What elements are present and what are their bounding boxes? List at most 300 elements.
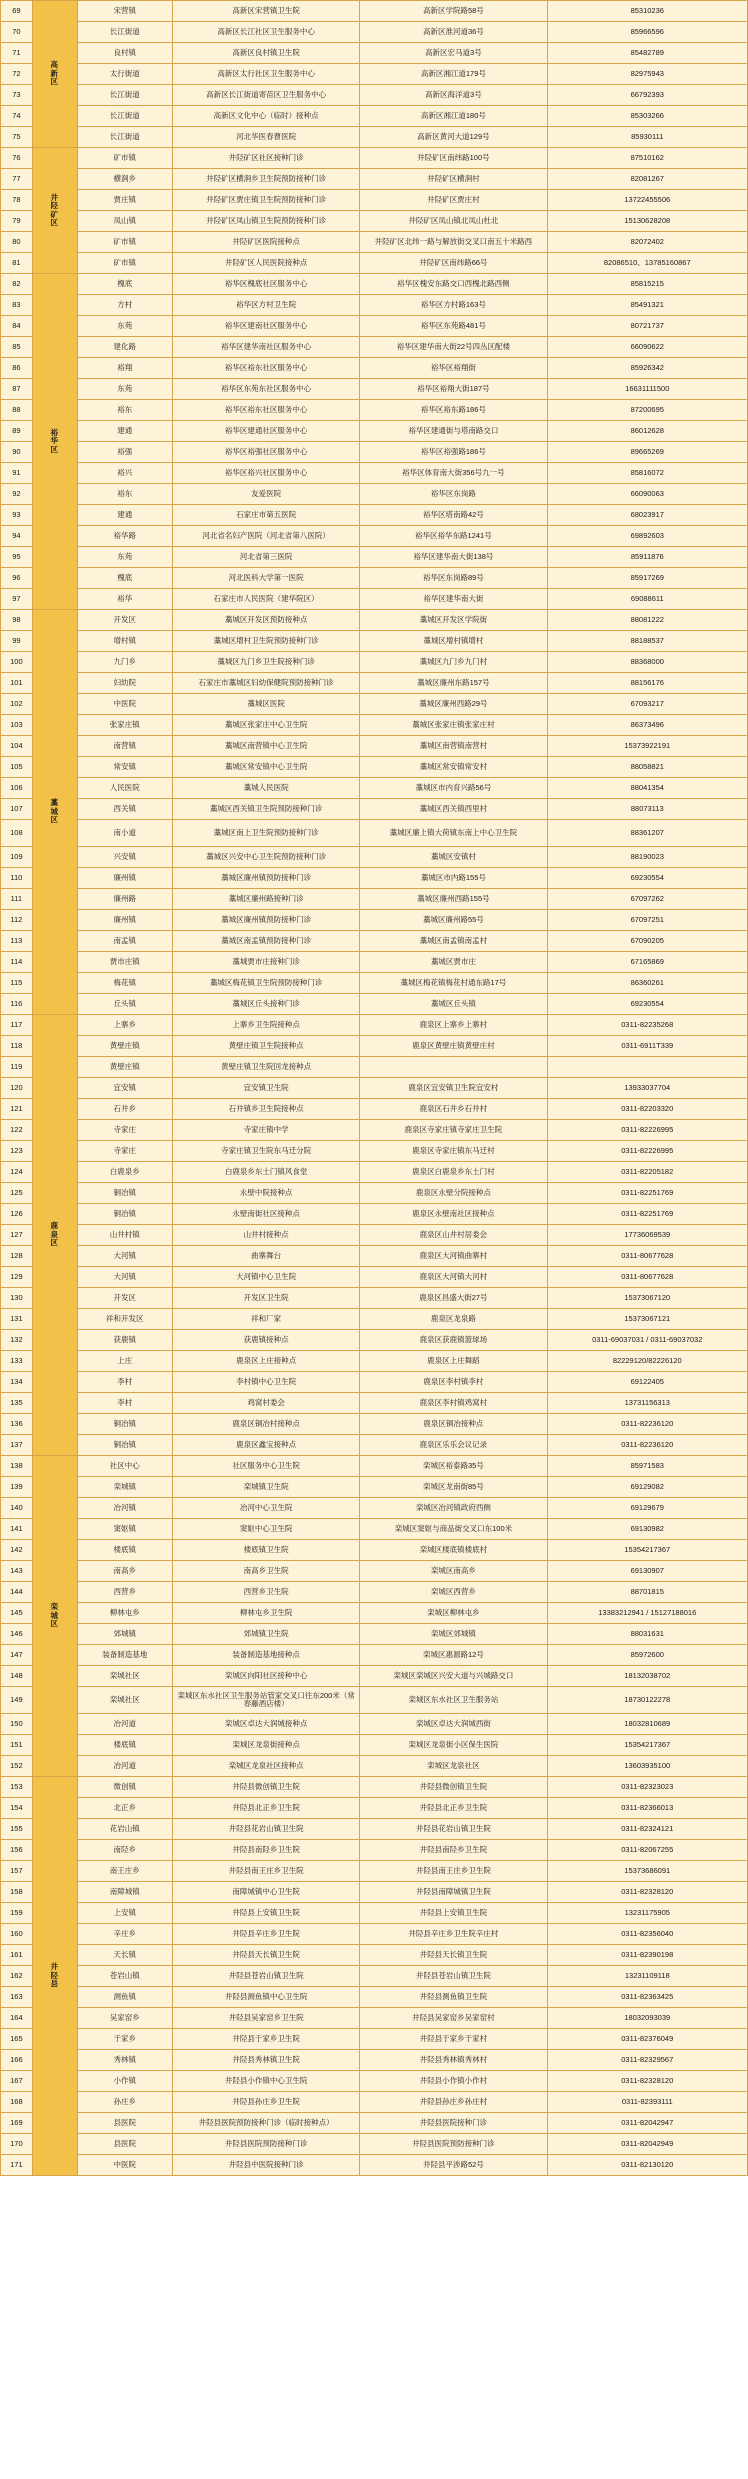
- row-index: 79: [1, 211, 33, 232]
- cell-phone: 0311-82226995: [547, 1141, 747, 1162]
- cell-phone: 0311-82363425: [547, 1987, 747, 2008]
- table-row: [1, 952, 748, 973]
- row-index: 165: [1, 2029, 33, 2050]
- row-index: 78: [1, 190, 33, 211]
- cell-town: 矿市镇: [77, 253, 172, 274]
- row-index: 138: [1, 1456, 33, 1477]
- table-row: [1, 2155, 748, 2176]
- cell-town: 南孟镇: [77, 931, 172, 952]
- row-index: 80: [1, 232, 33, 253]
- row-index: 156: [1, 1840, 33, 1861]
- cell-addr: 鹿泉区白鹿泉乡东土门村: [360, 1162, 547, 1183]
- cell-site: 上寨乡卫生院接种点: [172, 1015, 359, 1036]
- cell-addr: 井陉县医院接种门诊: [360, 2113, 547, 2134]
- cell-town: 宜安镇: [77, 1078, 172, 1099]
- cell-addr: 鹿泉区石井乡石井村: [360, 1099, 547, 1120]
- row-index: 162: [1, 1966, 33, 1987]
- cell-phone: 15354217367: [547, 1735, 747, 1756]
- row-index: 76: [1, 148, 33, 169]
- cell-phone: 18032810689: [547, 1714, 747, 1735]
- cell-site: 裕华区东苑东社区服务中心: [172, 379, 359, 400]
- cell-addr: 栾城区龙泉街小区保生医院: [360, 1735, 547, 1756]
- cell-site: 裕华区建华南社区服务中心: [172, 337, 359, 358]
- cell-site: 南高乡卫生院: [172, 1561, 359, 1582]
- cell-town: 获鹿镇: [77, 1330, 172, 1351]
- cell-site: 井陉县于家乡卫生院: [172, 2029, 359, 2050]
- cell-site: 鸡窝村委会: [172, 1393, 359, 1414]
- cell-site: 高新区宋营镇卫生院: [172, 1, 359, 22]
- cell-addr: 裕华区塔南路42号: [360, 505, 547, 526]
- cell-site: 井陉县吴家窑乡卫生院: [172, 2008, 359, 2029]
- row-index: 140: [1, 1498, 33, 1519]
- row-index: 146: [1, 1624, 33, 1645]
- cell-site: 高新区长江社区卫生服务中心: [172, 22, 359, 43]
- table-row: [1, 1561, 748, 1582]
- cell-phone: 0311-82390198: [547, 1945, 747, 1966]
- cell-town: 上安镇: [77, 1903, 172, 1924]
- cell-site: 藁城区九门乡卫生院接种门诊: [172, 652, 359, 673]
- cell-town: 上寨乡: [77, 1015, 172, 1036]
- row-index: 170: [1, 2134, 33, 2155]
- cell-town: 郊城镇: [77, 1624, 172, 1645]
- cell-addr: 栾城区柳林屯乡: [360, 1603, 547, 1624]
- cell-phone: 0311-82328120: [547, 2071, 747, 2092]
- cell-phone: 86360261: [547, 973, 747, 994]
- cell-addr: 井陉县苍岩山镇卫生院: [360, 1966, 547, 1987]
- cell-addr: 鹿泉区铜冶接种点: [360, 1414, 547, 1435]
- cell-town: 开发区: [77, 1288, 172, 1309]
- table-row: [1, 1057, 748, 1078]
- cell-addr: 鹿泉区寺家庄镇寺家庄卫生院: [360, 1120, 547, 1141]
- cell-phone: 0311-82376049: [547, 2029, 747, 2050]
- cell-addr: 井陉县小作镇小作村: [360, 2071, 547, 2092]
- cell-town: 廉州镇: [77, 910, 172, 931]
- cell-town: 贾庄镇: [77, 190, 172, 211]
- row-index: 171: [1, 2155, 33, 2176]
- cell-town: 微创镇: [77, 1777, 172, 1798]
- cell-town: 开发区: [77, 610, 172, 631]
- cell-town: 北正乡: [77, 1798, 172, 1819]
- cell-town: 冶河镇: [77, 1498, 172, 1519]
- cell-addr: 藁城区廉州东路157号: [360, 673, 547, 694]
- cell-site: 栾城区龙泉街接种点: [172, 1735, 359, 1756]
- cell-addr: 栾城区龙南街85号: [360, 1477, 547, 1498]
- table-row: [1, 2134, 748, 2155]
- cell-phone: 15373067121: [547, 1309, 747, 1330]
- cell-town: 裕华路: [77, 526, 172, 547]
- cell-addr: 高新区学院路58号: [360, 1, 547, 22]
- row-index: 97: [1, 589, 33, 610]
- cell-site: 石家庄市第五医院: [172, 505, 359, 526]
- row-index: 96: [1, 568, 33, 589]
- cell-phone: 13231175905: [547, 1903, 747, 1924]
- cell-addr: 栾城区西营乡: [360, 1582, 547, 1603]
- table-row: [1, 379, 748, 400]
- cell-addr: 井陉县吴家窑乡吴家窑村: [360, 2008, 547, 2029]
- cell-site: 藁城区医院: [172, 694, 359, 715]
- cell-addr: 藁城区安镇村: [360, 847, 547, 868]
- row-index: 124: [1, 1162, 33, 1183]
- row-index: 129: [1, 1267, 33, 1288]
- cell-phone: 69122405: [547, 1372, 747, 1393]
- cell-site: 山井村接种点: [172, 1225, 359, 1246]
- cell-addr: 藁城区市内路155号: [360, 868, 547, 889]
- cell-phone: 88031631: [547, 1624, 747, 1645]
- cell-addr: 裕华区裕强路186号: [360, 442, 547, 463]
- cell-addr: 栾城区窦妪与商品街交叉口东100米: [360, 1519, 547, 1540]
- cell-town: 南陉乡: [77, 1840, 172, 1861]
- region-label: 鹿 泉 区: [32, 1015, 77, 1456]
- table-row: [1, 1414, 748, 1435]
- row-index: 72: [1, 64, 33, 85]
- table-row: [1, 2029, 748, 2050]
- table-row: [1, 1141, 748, 1162]
- cell-phone: 67097251: [547, 910, 747, 931]
- cell-addr: 井陉县南陉乡卫生院: [360, 1840, 547, 1861]
- table-row: [1, 274, 748, 295]
- row-index: 69: [1, 1, 33, 22]
- cell-addr: 鹿泉区李村镇李村: [360, 1372, 547, 1393]
- cell-town: 妇幼院: [77, 673, 172, 694]
- cell-town: 装备制造基地: [77, 1645, 172, 1666]
- row-index: 98: [1, 610, 33, 631]
- cell-phone: 15373067120: [547, 1288, 747, 1309]
- cell-site: 河北华医春曹医院: [172, 127, 359, 148]
- cell-town: 小作镇: [77, 2071, 172, 2092]
- cell-town: 槐底: [77, 274, 172, 295]
- cell-phone: 18132038702: [547, 1666, 747, 1687]
- cell-site: 河北医科大学第一医院: [172, 568, 359, 589]
- cell-town: 中医院: [77, 694, 172, 715]
- table-row: [1, 868, 748, 889]
- row-index: 169: [1, 2113, 33, 2134]
- cell-addr: 鹿泉区李村镇鸡窝村: [360, 1393, 547, 1414]
- cell-phone: 88058821: [547, 757, 747, 778]
- cell-phone: 0311-82356040: [547, 1924, 747, 1945]
- cell-site: 藁城区南上卫生院预防接种门诊: [172, 820, 359, 847]
- table-row: [1, 2113, 748, 2134]
- cell-town: 于家乡: [77, 2029, 172, 2050]
- cell-site: 藁城人民医院: [172, 778, 359, 799]
- cell-addr: 栾城区郊城镇: [360, 1624, 547, 1645]
- row-index: 71: [1, 43, 33, 64]
- cell-site: 曲寨舞台: [172, 1246, 359, 1267]
- cell-addr: 栾城区南高乡: [360, 1561, 547, 1582]
- cell-addr: 井陉县孙庄乡孙庄村: [360, 2092, 547, 2113]
- cell-phone: 89665269: [547, 442, 747, 463]
- cell-phone: 88190023: [547, 847, 747, 868]
- cell-addr: 井陉矿区北纬一路与解放街交叉口南五十米路西: [360, 232, 547, 253]
- row-index: 85: [1, 337, 33, 358]
- cell-addr: 井陉矿区南纬路100号: [360, 148, 547, 169]
- cell-phone: 88701815: [547, 1582, 747, 1603]
- cell-addr: 井陉县上安镇卫生院: [360, 1903, 547, 1924]
- cell-town: 铜冶镇: [77, 1204, 172, 1225]
- cell-site: 南障城镇中心卫生院: [172, 1882, 359, 1903]
- row-index: 160: [1, 1924, 33, 1945]
- cell-addr: 井陉县南王庄乡卫生院: [360, 1861, 547, 1882]
- cell-town: 祥和开发区: [77, 1309, 172, 1330]
- cell-addr: [360, 1057, 547, 1078]
- table-row: [1, 994, 748, 1015]
- row-index: 161: [1, 1945, 33, 1966]
- cell-addr: 井陉县花岩山镇卫生院: [360, 1819, 547, 1840]
- cell-phone: 88081222: [547, 610, 747, 631]
- cell-site: 裕华区裕东社区服务中心: [172, 400, 359, 421]
- cell-phone: 69088611: [547, 589, 747, 610]
- row-index: 153: [1, 1777, 33, 1798]
- cell-addr: 裕华区槐安东路交口西槐北路西侧: [360, 274, 547, 295]
- cell-addr: 藁城区南营镇南营村: [360, 736, 547, 757]
- cell-town: 东苑: [77, 379, 172, 400]
- cell-site: 获鹿镇接种点: [172, 1330, 359, 1351]
- table-row: [1, 442, 748, 463]
- cell-phone: 15373922191: [547, 736, 747, 757]
- cell-site: 栾城镇卫生院: [172, 1477, 359, 1498]
- cell-town: 人民医院: [77, 778, 172, 799]
- cell-phone: 88041354: [547, 778, 747, 799]
- table-row: [1, 127, 748, 148]
- cell-town: 建化路: [77, 337, 172, 358]
- cell-site: 宜安镇卫生院: [172, 1078, 359, 1099]
- table-row: [1, 736, 748, 757]
- cell-phone: 18730122278: [547, 1687, 747, 1714]
- table-row: [1, 778, 748, 799]
- cell-site: 藁城区廉州镇预防接种门诊: [172, 868, 359, 889]
- cell-town: 李村: [77, 1372, 172, 1393]
- cell-phone: 85815215: [547, 274, 747, 295]
- row-index: 125: [1, 1183, 33, 1204]
- cell-site: 井陉县南陉乡卫生院: [172, 1840, 359, 1861]
- row-index: 95: [1, 547, 33, 568]
- region-label: 栾 城 区: [32, 1456, 77, 1777]
- cell-addr: 藁城区西关镇西里村: [360, 799, 547, 820]
- cell-phone: 85966596: [547, 22, 747, 43]
- cell-site: 社区服务中心卫生院: [172, 1456, 359, 1477]
- cell-town: 栾城社区: [77, 1687, 172, 1714]
- cell-site: 鹿泉区鑫宝接种点: [172, 1435, 359, 1456]
- table-row: [1, 316, 748, 337]
- table-row: [1, 169, 748, 190]
- cell-phone: 0311-82251769: [547, 1204, 747, 1225]
- cell-town: 苍岩山镇: [77, 1966, 172, 1987]
- cell-town: 南王庄乡: [77, 1861, 172, 1882]
- cell-addr: 井陉县秀林镇秀林村: [360, 2050, 547, 2071]
- cell-town: 黄壁庄镇: [77, 1057, 172, 1078]
- cell-addr: 裕华区东岗路89号: [360, 568, 547, 589]
- cell-phone: 82072402: [547, 232, 747, 253]
- cell-town: 铜冶镇: [77, 1435, 172, 1456]
- cell-phone: 88073113: [547, 799, 747, 820]
- cell-phone: 87200695: [547, 400, 747, 421]
- row-index: 121: [1, 1099, 33, 1120]
- row-index: 130: [1, 1288, 33, 1309]
- cell-phone: 0311-69037031 / 0311-69037032: [547, 1330, 747, 1351]
- cell-town: 白鹿泉乡: [77, 1162, 172, 1183]
- cell-site: 裕华区建南社区服务中心: [172, 316, 359, 337]
- cell-addr: 高新区海洋道3号: [360, 85, 547, 106]
- table-row: [1, 463, 748, 484]
- cell-site: 窦妪中心卫生院: [172, 1519, 359, 1540]
- cell-town: 槐底: [77, 568, 172, 589]
- cell-phone: 88368000: [547, 652, 747, 673]
- row-index: 166: [1, 2050, 33, 2071]
- cell-town: 裕东: [77, 484, 172, 505]
- cell-town: 楼底镇: [77, 1735, 172, 1756]
- cell-phone: 82975943: [547, 64, 747, 85]
- cell-addr: 高新区湘江道179号: [360, 64, 547, 85]
- cell-phone: 69129082: [547, 1477, 747, 1498]
- cell-addr: 裕华区方村路163号: [360, 295, 547, 316]
- cell-addr: 裕华区裕翔街: [360, 358, 547, 379]
- cell-phone: 0311-82393111: [547, 2092, 747, 2113]
- cell-phone: 66090622: [547, 337, 747, 358]
- cell-phone: 0311-82329567: [547, 2050, 747, 2071]
- row-index: 148: [1, 1666, 33, 1687]
- row-index: 159: [1, 1903, 33, 1924]
- row-index: 167: [1, 2071, 33, 2092]
- cell-town: 冶河道: [77, 1756, 172, 1777]
- table-row: [1, 421, 748, 442]
- cell-addr: 栾城区裕泰路35号: [360, 1456, 547, 1477]
- cell-addr: 栾城区冶河镇政府西侧: [360, 1498, 547, 1519]
- cell-addr: 裕华区东苑路481号: [360, 316, 547, 337]
- table-row: [1, 610, 748, 631]
- cell-town: 西关镇: [77, 799, 172, 820]
- cell-town: 凤山镇: [77, 211, 172, 232]
- cell-phone: 13383212941 / 15127188016: [547, 1603, 747, 1624]
- cell-addr: 井陉县北正乡卫生院: [360, 1798, 547, 1819]
- table-row: [1, 1036, 748, 1057]
- cell-addr: 藁城区廉州路55号: [360, 910, 547, 931]
- cell-addr: 藁城区张家庄镇张家庄村: [360, 715, 547, 736]
- table-row: [1, 1582, 748, 1603]
- cell-phone: 13231109118: [547, 1966, 747, 1987]
- cell-addr: 藁城区廉上镇大荷镇东南上中心卫生院: [360, 820, 547, 847]
- cell-site: 藁城区南孟镇预防接种门诊: [172, 931, 359, 952]
- row-index: 163: [1, 1987, 33, 2008]
- cell-phone: 0311-82251769: [547, 1183, 747, 1204]
- cell-site: 井陉县北正乡卫生院: [172, 1798, 359, 1819]
- cell-town: 东苑: [77, 547, 172, 568]
- row-index: 73: [1, 85, 33, 106]
- cell-town: 贾市庄镇: [77, 952, 172, 973]
- row-index: 77: [1, 169, 33, 190]
- row-index: 123: [1, 1141, 33, 1162]
- cell-site: 井陉矿区医院接种点: [172, 232, 359, 253]
- table-row: [1, 22, 748, 43]
- cell-town: 李村: [77, 1393, 172, 1414]
- table-row: [1, 1903, 748, 1924]
- cell-site: 高新区太行社区卫生服务中心: [172, 64, 359, 85]
- cell-town: 丘头镇: [77, 994, 172, 1015]
- cell-phone: 13722455506: [547, 190, 747, 211]
- cell-phone: 66792393: [547, 85, 747, 106]
- table-row: [1, 2050, 748, 2071]
- cell-town: 增村镇: [77, 631, 172, 652]
- row-index: 118: [1, 1036, 33, 1057]
- row-index: 147: [1, 1645, 33, 1666]
- cell-phone: 0311-82235268: [547, 1015, 747, 1036]
- cell-site: 井陉县南王庄乡卫生院: [172, 1861, 359, 1882]
- table-row: [1, 1666, 748, 1687]
- cell-addr: 鹿泉区永壁南社区接种点: [360, 1204, 547, 1225]
- table-row: [1, 1435, 748, 1456]
- cell-site: 裕华区槐底社区服务中心: [172, 274, 359, 295]
- cell-phone: 85917269: [547, 568, 747, 589]
- cell-addr: 藁城区廉州西路29号: [360, 694, 547, 715]
- cell-addr: 井陉县平涉路52号: [360, 2155, 547, 2176]
- row-index: 139: [1, 1477, 33, 1498]
- cell-site: 白鹿泉乡东土门镇风食堂: [172, 1162, 359, 1183]
- cell-phone: 69130982: [547, 1519, 747, 1540]
- cell-phone: 68023917: [547, 505, 747, 526]
- row-index: 137: [1, 1435, 33, 1456]
- table-row: [1, 820, 748, 847]
- cell-phone: 86012628: [547, 421, 747, 442]
- row-index: 84: [1, 316, 33, 337]
- cell-phone: 85310236: [547, 1, 747, 22]
- cell-site: 永壁南街社区接种点: [172, 1204, 359, 1225]
- cell-phone: 69129679: [547, 1498, 747, 1519]
- cell-town: 廉州路: [77, 889, 172, 910]
- cell-phone: 15354217367: [547, 1540, 747, 1561]
- cell-site: 石井镇乡卫生院接种点: [172, 1099, 359, 1120]
- table-row: [1, 1714, 748, 1735]
- table-row: [1, 1, 748, 22]
- cell-site: 井陉县微创镇卫生院: [172, 1777, 359, 1798]
- cell-phone: 69892603: [547, 526, 747, 547]
- cell-site: 寺家庄镇卫生院东马迁分院: [172, 1141, 359, 1162]
- cell-site: 鹿泉区铜冶村接种点: [172, 1414, 359, 1435]
- cell-town: 南障城镇: [77, 1882, 172, 1903]
- table-row: [1, 1183, 748, 1204]
- cell-site: 装备制造基地接种点: [172, 1645, 359, 1666]
- table-row: [1, 2092, 748, 2113]
- cell-site: 栾城区东水社区卫生服务站管家交叉口往东200米（常春藤酒店楼）: [172, 1687, 359, 1714]
- cell-site: 井陉矿区横涧乡卫生院预防接种门诊: [172, 169, 359, 190]
- row-index: 99: [1, 631, 33, 652]
- cell-site: 井陉县辛庄乡卫生院: [172, 1924, 359, 1945]
- cell-addr: 裕华区裕东路186号: [360, 400, 547, 421]
- cell-addr: 裕华区东岗路: [360, 484, 547, 505]
- table-row: [1, 1120, 748, 1141]
- row-index: 149: [1, 1687, 33, 1714]
- cell-phone: 0311-82226995: [547, 1120, 747, 1141]
- cell-phone: 0311-6911T339: [547, 1036, 747, 1057]
- cell-town: 裕兴: [77, 463, 172, 484]
- cell-town: 裕华: [77, 589, 172, 610]
- cell-site: 井陉县上安镇卫生院: [172, 1903, 359, 1924]
- cell-addr: 藁城区开发区学院街: [360, 610, 547, 631]
- cell-phone: 0311-80677628: [547, 1246, 747, 1267]
- cell-addr: 井陉县辛庄乡卫生院辛庄村: [360, 1924, 547, 1945]
- cell-phone: 80721737: [547, 316, 747, 337]
- cell-site: 井陉县花岩山镇卫生院: [172, 1819, 359, 1840]
- table-row: [1, 1288, 748, 1309]
- table-row: [1, 1624, 748, 1645]
- table-row: [1, 1309, 748, 1330]
- table-row: [1, 547, 748, 568]
- cell-phone: 0311-82366013: [547, 1798, 747, 1819]
- cell-site: 寺家庄镇中学: [172, 1120, 359, 1141]
- table-row: [1, 1540, 748, 1561]
- cell-town: 窦妪镇: [77, 1519, 172, 1540]
- table-row: [1, 64, 748, 85]
- cell-addr: 裕华区建华南大街138号: [360, 547, 547, 568]
- cell-site: 高新区长江街道寄苗区卫生服务中心: [172, 85, 359, 106]
- cell-addr: 裕华区建华南大街22号四丛区配楼: [360, 337, 547, 358]
